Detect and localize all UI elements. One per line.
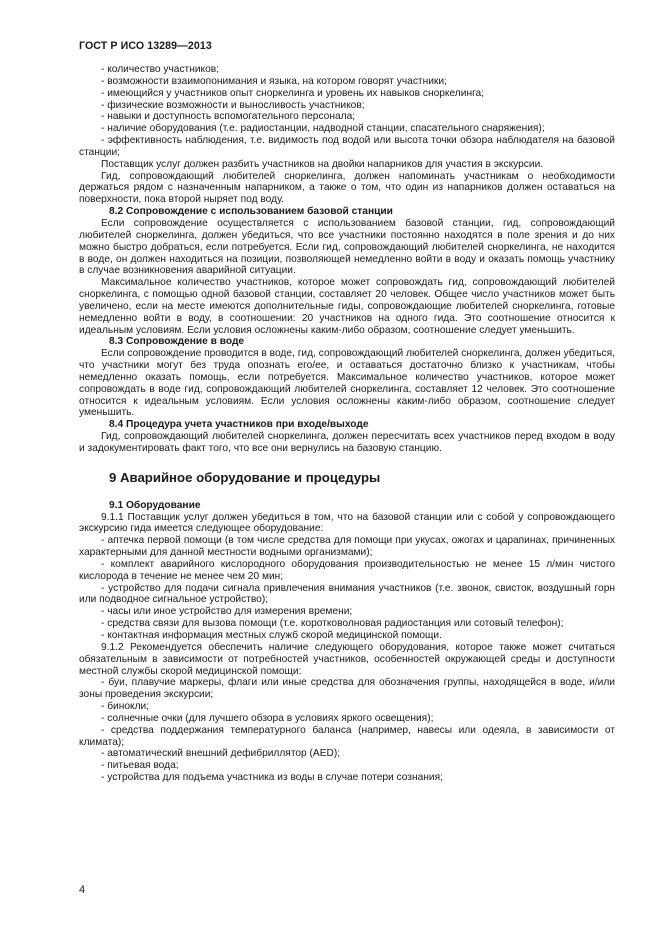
list-item: - бинокли;	[101, 701, 150, 713]
list-item: - автоматический внешний дефибриллятор (AED);	[101, 748, 341, 760]
list-item: - буи, плавучие маркеры, флаги или иные средства для обозначения группы, находящейся в воде, и/или зоны проведения экскурсии;	[79, 677, 615, 701]
list-item: - комплект аварийного кислородного оборудования производительностью не менее 15 л/мин чистого кислорода в течение не менее чем 20 мин;	[79, 558, 615, 582]
section-heading-8-3: 8.3 Сопровождение в воде	[109, 336, 245, 348]
list-item: - устройство для подачи сигнала привлечения внимания участников (т.е. звонок, свисток, воздушный горн или подводное сигнальное устройство);	[79, 582, 615, 606]
list-item: - физические возможности и выносливость участников;	[101, 99, 365, 111]
list-item: - возможности взаимопонимания и языка, на котором говорят участники;	[101, 75, 447, 87]
list-item: - аптечка первой помощи (в том числе средства для помощи при укусах, ожогах и царапинах, причиненных характерными для данной местности водными организмами);	[79, 535, 615, 559]
list-item: - средства поддержания температурного баланса (например, навесы или одеяла, в зависимости от климата);	[79, 724, 615, 748]
section-heading-8-4: 8.4 Процедура учета участников при входе/выходе	[109, 419, 369, 431]
section-title-9: 9 Аварийное оборудование и процедуры	[109, 469, 381, 485]
list-item: - навыки и доступность вспомогательного персонала;	[101, 111, 356, 123]
paragraph-9-1-2: 9.1.2 Рекомендуется обеспечить наличие следующего оборудования, которое также может считаться обязательным в зависимости от потребностей участников, особенностей окружающей среды и доступности местной службы скорой медицинской помощи:	[79, 641, 615, 677]
list-item: - солнечные очки (для лучшего обзора в условиях яркого освещения);	[101, 712, 434, 724]
paragraph-pairs: Поставщик услуг должен разбить участников на двойки напарников для участия в экскурсии.	[101, 158, 544, 170]
list-item: - средства связи для вызова помощи (т.е. коротковолновая радиостанция или сотовый телефон);	[101, 618, 564, 630]
document-header: ГОСТ Р ИСО 13289—2013	[79, 40, 212, 52]
paragraph-9-1-1: 9.1.1 Поставщик услуг должен убедиться в том, что на базовой станции или с собой у сопровождающего экскурсию гида имеется следующее оборудование:	[79, 511, 615, 535]
list-item: - устройства для подъема участника из воды в случае потери сознания;	[101, 772, 443, 784]
list-item: - количество участников;	[101, 64, 220, 75]
paragraph: Максимальное количество участников, которое может сопровождать гид, сопровождающий любителей сноркелинга, с помощью одной базовой станции, составляет 20 человек. Общее число участников может быть увеличено, если на месте имеются дополнительные гиды, сопровождающие любителей сноркелинга, готовые немедленно войти в воду, в соотношении: 20 участников на одного гида. Это соотношение относится к идеальным условиям. Если условия осложнены каким-либо образом, соотношение следует уменьшить.	[79, 277, 615, 336]
page-body	[79, 64, 615, 784]
paragraph: Если сопровождение проводится в воде, гид, сопровождающий любителей сноркелинга, должен убедиться, что участники могут без труда опознать его/ее, и оставаться достаточно близко к участникам, чтобы немедленно оказать помощь, если потребуется. Максимальное количество участников, которое может сопровождать в воде гид, сопровождающий любителей сноркелинга, составляет 12 человек. Это соотношение относится к идеальным условиям. Если условия осложнены каким-либо образом, соотношение следует уменьшить.	[79, 348, 615, 419]
paragraph: Гид, сопровождающий любителей сноркелинга, должен пересчитать всех участников перед входом в воду и задокументировать факт того, что все они вернулись на базовую станцию.	[79, 431, 615, 454]
section-heading-8-2: 8.2 Сопровождение с использованием базовой станции	[109, 206, 393, 218]
list-item: - эффективность наблюдения, т.е. видимость под водой или высота точки обзора наблюдателя на базовой станции;	[79, 135, 615, 158]
list-item: - наличие оборудования (т.е. радиостанции, надводной станции, спасательного снаряжения);	[101, 123, 545, 135]
page-number: 4	[79, 884, 86, 896]
list-item: - имеющийся у участников опыт сноркелинга и уровень их навыков сноркелинга;	[101, 87, 485, 99]
paragraph-guide: Гид, сопровождающий любителей сноркелинга, должен напоминать участникам о необходимости держаться рядом с назначенным напарником, а также о том, что один из напарников должен оставаться на поверхности, пока второй ныряет под воду.	[79, 170, 615, 206]
paragraph: Если сопровождение осуществляется с использованием базовой станции, гид, сопровождающий любителей сноркелинга, должен убедиться, что все участники постоянно находятся в поле зрения и до них можно быстро добраться, если потребуется. Если гид, сопровождающий любителей сноркелинга, не находится в воде, он должен находиться на позиции, позволяющей немедленно войти в воду и оказать помощь участнику в случае возникновения аварийной ситуации.	[79, 217, 615, 277]
list-item: - питьевая вода;	[101, 760, 179, 772]
section-heading-9-1: 9.1 Оборудование	[109, 499, 201, 511]
list-item: - часы или иное устройство для измерения времени;	[101, 606, 353, 618]
list-item: - контактная информация местных служб скорой медицинской помощи.	[101, 629, 442, 641]
